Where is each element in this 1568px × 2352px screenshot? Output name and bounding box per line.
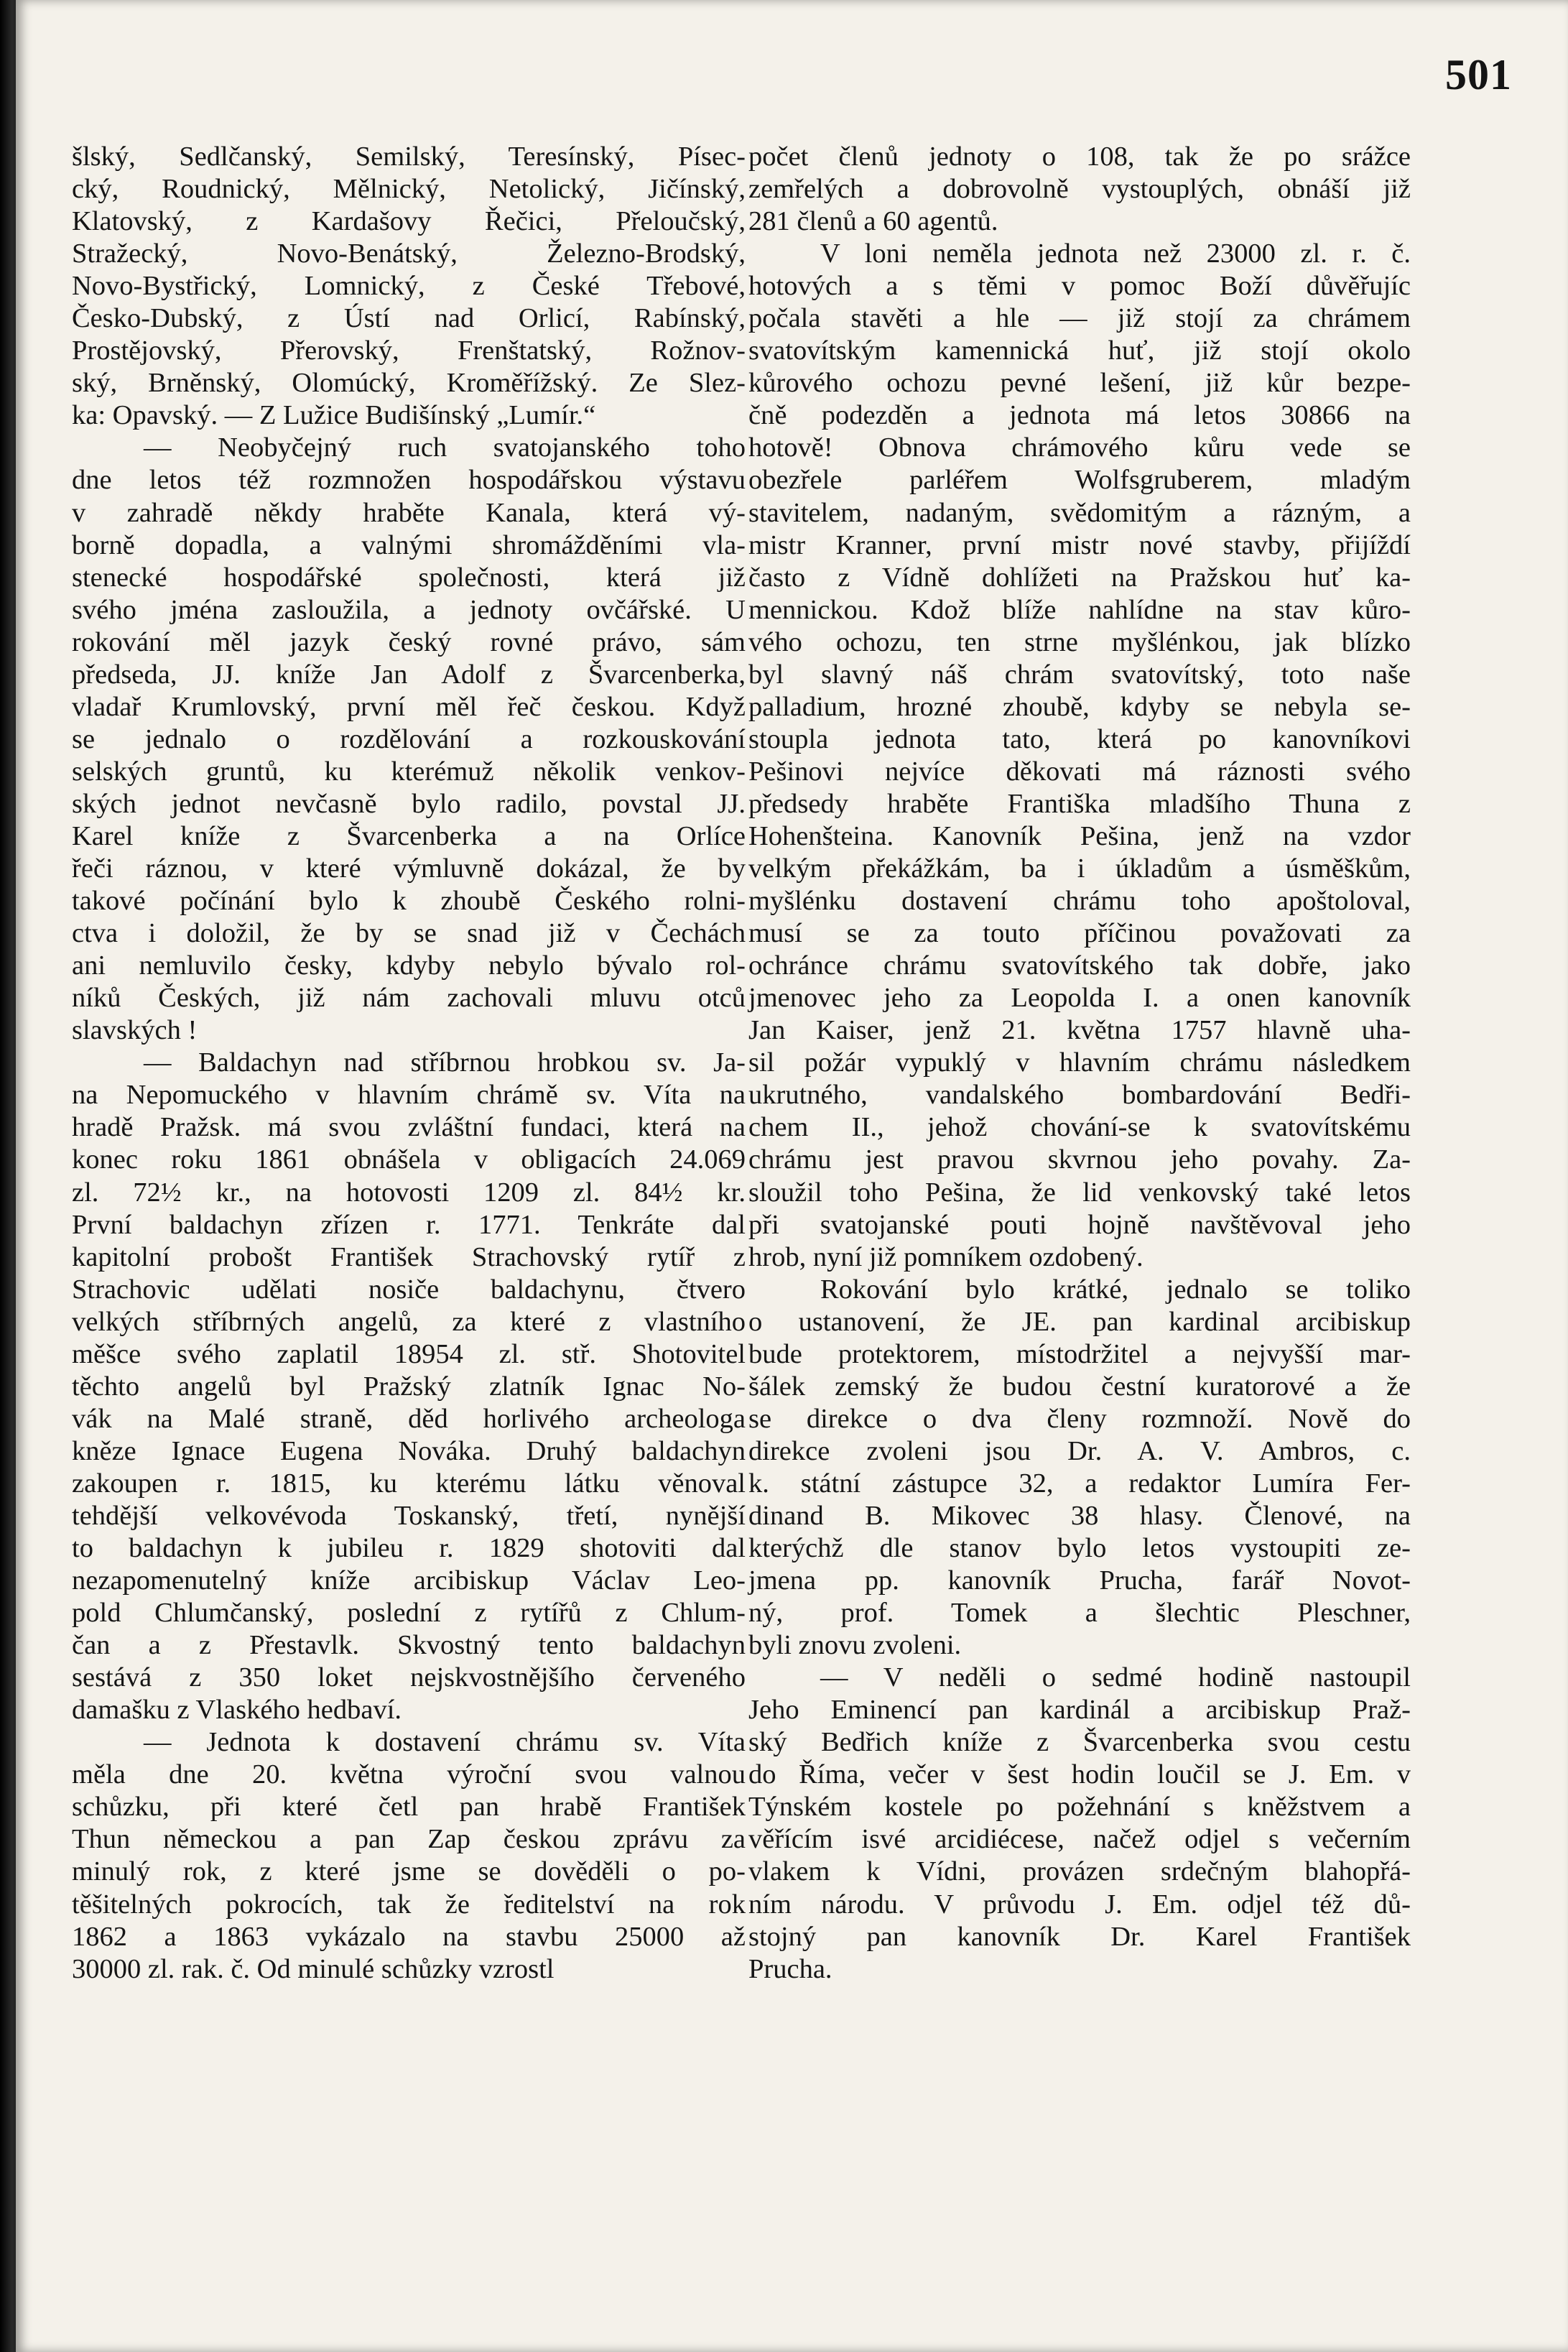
- text-line: Prucha.: [748, 1953, 832, 1984]
- text-line: zakoupen r. 1815, ku kterému látku věnoval: [72, 1468, 746, 1499]
- text-line: — Baldachyn nad stříbrnou hrobkou sv. Ja-: [144, 1047, 746, 1078]
- text-line: počala stavěti a hle — již stojí za chrámem: [748, 303, 1411, 334]
- text-line: Stražecký, Novo-Benátský, Železno-Brodský,: [72, 239, 746, 269]
- text-line: — V neděli o sedmé hodině nastoupil: [820, 1662, 1411, 1693]
- text-line: šlský, Sedlčanský, Semilský, Teresínský, Písec-: [72, 142, 746, 172]
- text-line: ský, Brněnský, Olomúcký, Kroměřížský. Ze Slez-: [72, 368, 746, 399]
- text-line: V loni neměla jednota než 23000 zl. r. č.: [820, 239, 1411, 269]
- text-line: sloužil toho Pešina, že lid venkovský také letos: [748, 1177, 1411, 1208]
- text-line: bude protektorem, místodržitel a nejvyšší mar-: [748, 1338, 1411, 1369]
- text-line: sestává z 350 loket nejskvostnějšího červeného: [72, 1662, 746, 1693]
- text-line: vého ochozu, ten strne myšlénkou, jak blízko: [748, 626, 1411, 657]
- text-line: 30000 zl. rak. č. Od minulé schůzky vzrostl: [72, 1953, 555, 1984]
- text-line: často z Vídně dohlížeti na Pražskou huť ka-: [748, 562, 1411, 593]
- text-line: níků Českých, již nám zachovali mluvu otců: [72, 983, 746, 1014]
- text-line: borně dopadla, a valnými shromážděními vla-: [72, 529, 746, 560]
- text-line: těchto angelů byl Pražský zlatník Ignac No-: [72, 1371, 746, 1402]
- text-line: Novo-Bystřický, Lomnický, z České Třebové,: [72, 271, 746, 302]
- text-line: rokování měl jazyk český rovné právo, sám: [72, 626, 746, 657]
- text-line: měla dne 20. května výroční svou valnou: [72, 1759, 746, 1790]
- text-line: ctva i doložil, že by se snad již v Čechách: [72, 918, 746, 949]
- text-line: Hohenšteina. Kanovník Pešina, jenž na vzdor: [748, 820, 1411, 851]
- text-line: selských gruntů, ku kterémuž několik venkov-: [72, 756, 746, 787]
- text-line: takové počínání bylo k zhoubě Českého rolni-: [72, 886, 746, 917]
- text-line: velkým překážkám, ba i úkladům a úsměškům,: [748, 853, 1411, 884]
- text-line: šálek zemský že budou čestní kuratorové a že: [748, 1371, 1411, 1402]
- text-line: stavitelem, nadaným, svědomitým a rázným, a: [748, 497, 1411, 528]
- text-line: sil požár vypuklý v hlavním chrámu následkem: [748, 1047, 1411, 1078]
- text-line: tehdější velkovévoda Toskanský, třetí, nynější: [72, 1500, 746, 1531]
- text-line: velkých stříbrných angelů, za které z vlastního: [72, 1306, 746, 1337]
- newspaper-page: [16, 0, 1568, 2352]
- text-line: — Jednota k dostavení chrámu sv. Víta: [144, 1727, 746, 1758]
- text-line: Rokování bylo krátké, jednalo se toliko: [820, 1274, 1411, 1305]
- text-line: palladium, hrozné zhoubě, kdyby se nebyla se-: [748, 691, 1411, 722]
- text-line: pold Chlumčanský, poslední z rytířů z Chlum-: [72, 1598, 746, 1629]
- right-column: [748, 141, 1411, 1986]
- text-line: zl. 72½ kr., na hotovosti 1209 zl. 84½ kr.: [72, 1177, 746, 1208]
- text-line: První baldachyn zřízen r. 1771. Tenkráte dal: [72, 1209, 746, 1240]
- text-line: — Neobyčejný ruch svatojanského toho: [144, 432, 746, 463]
- text-line: vák na Malé straně, děd horlivého archeologa: [72, 1403, 746, 1434]
- text-line: 281 členů a 60 agentů.: [748, 206, 998, 237]
- text-line: v zahradě někdy hraběte Kanala, která vý-: [72, 497, 746, 528]
- text-line: hotových a s těmi v pomoc Boží důvěřujíc: [748, 271, 1411, 302]
- text-line: 1862 a 1863 vykázalo na stavbu 25000 až: [72, 1921, 746, 1952]
- text-line: Karel kníže z Švarcenberka a na Orlíce: [72, 820, 746, 851]
- text-line: kůrového ochozu pevné lešení, již kůr bezpe-: [748, 368, 1411, 399]
- text-line: damašku z Vlaského hedbaví.: [72, 1695, 402, 1726]
- text-line: ním národu. V průvodu J. Em. odjel též dů-: [748, 1889, 1411, 1920]
- text-line: to baldachyn k jubileu r. 1829 shotoviti dal: [72, 1533, 746, 1564]
- text-line: vlakem k Vídni, provázen srdečným blahopřá-: [748, 1856, 1411, 1887]
- text-line: věřícím isvé arcidiécese, načež odjel s večerním: [748, 1824, 1411, 1855]
- left-column: [72, 141, 746, 1986]
- text-line: svého jména zasloužila, a jednoty ovčářské. U: [72, 594, 746, 625]
- text-line: byli znovu zvoleni.: [748, 1630, 962, 1661]
- text-line: Týnském kostele po požehnání s kněžstvem a: [748, 1792, 1411, 1823]
- text-line: ný, prof. Tomek a šlechtic Pleschner,: [748, 1598, 1411, 1629]
- text-line: hrob, nyní již pomníkem ozdobený.: [748, 1241, 1143, 1272]
- text-line: zemřelých a dobrovolně vystouplých, obnáší již: [748, 174, 1411, 205]
- text-line: direkce zvoleni jsou Dr. A. V. Ambros, c.: [748, 1435, 1411, 1466]
- text-line: vladař Krumlovský, první měl řeč českou. Když: [72, 691, 746, 722]
- text-line: svatovítským kamennická huť, již stojí okolo: [748, 335, 1411, 366]
- text-line: kněze Ignace Eugena Nováka. Druhý baldachyn: [72, 1435, 746, 1466]
- text-line: Pešinovi nejvíce děkovati má ráznosti svého: [748, 756, 1411, 787]
- text-line: do Říma, večer v šest hodin loučil se J. Em. v: [748, 1759, 1411, 1790]
- text-line: chrámu jest pravou skvrnou jeho povahy. Za-: [748, 1144, 1411, 1175]
- text-line: se direkce o dva členy rozmnoží. Nově do: [748, 1403, 1411, 1434]
- text-line: musí se za touto příčinou považovati za: [748, 918, 1411, 949]
- text-line: ukrutného, vandalského bombardování Bedři-: [748, 1080, 1411, 1111]
- text-line: kapitolní probošt František Strachovský rytíř z: [72, 1241, 746, 1272]
- text-line: ských jednot nevčasně bylo radilo, povstal JJ.: [72, 788, 746, 819]
- text-line: ochránce chrámu svatovítského tak dobře, jako: [748, 950, 1411, 981]
- text-line: Thun německou a pan Zap českou zprávu za: [72, 1824, 746, 1855]
- text-line: Strachovic udělati nosiče baldachynu, čtvero: [72, 1274, 746, 1305]
- text-line: při svatojanské pouti hojně navštěvoval jeho: [748, 1209, 1411, 1240]
- text-line: čan a z Přestavlk. Skvostný tento baldachyn: [72, 1630, 746, 1661]
- text-line: o ustanovení, že JE. pan kardinal arcibiskup: [748, 1306, 1411, 1337]
- text-line: cký, Roudnický, Mělnický, Netolický, Jičínský,: [72, 174, 746, 205]
- text-line: čně podezděn a jednota má letos 30866 na: [748, 400, 1411, 431]
- text-line: konec roku 1861 obnášela v obligacích 24.069: [72, 1144, 746, 1175]
- text-line: hotově! Obnova chrámového kůru vede se: [748, 432, 1411, 463]
- text-line: myšlénku dostavení chrámu toho apoštoloval,: [748, 886, 1411, 917]
- text-line: ka: Opavský. — Z Lužice Budišínský „Lumír.“: [72, 400, 596, 431]
- text-line: k. státní zástupce 32, a redaktor Lumíra Fer-: [748, 1468, 1411, 1499]
- text-line: předseda, JJ. kníže Jan Adolf z Švarcenberka,: [72, 659, 746, 690]
- text-line: počet členů jednoty o 108, tak že po srážce: [748, 142, 1411, 172]
- text-line: Jan Kaiser, jenž 21. května 1757 hlavně uha-: [748, 1015, 1411, 1046]
- text-line: jmenovec jeho za Leopolda I. a onen kanovník: [748, 983, 1411, 1014]
- text-line: stojný pan kanovník Dr. Karel František: [748, 1921, 1411, 1952]
- text-line: slavských !: [72, 1015, 198, 1046]
- text-line: řeči ráznou, v které výmluvně dokázal, že by: [72, 853, 746, 884]
- text-line: stoupla jednota tato, která po kanovníkovi: [748, 723, 1411, 754]
- text-line: schůzku, při které četl pan hrabě František: [72, 1792, 746, 1823]
- text-line: mistr Kranner, první mistr nové stavby, přijíždí: [748, 529, 1411, 560]
- text-line: minulý rok, z které jsme se dověděli o po-: [72, 1856, 746, 1887]
- text-line: se jednalo o rozdělování a rozkouskování: [72, 723, 746, 754]
- text-line: byl slavný náš chrám svatovítský, toto naše: [748, 659, 1411, 690]
- text-line: stenecké hospodářské společnosti, která již: [72, 562, 746, 593]
- text-line: hradě Pražsk. má svou zvláštní fundaci, která na: [72, 1112, 746, 1143]
- text-line: na Nepomuckého v hlavním chrámě sv. Víta na: [72, 1080, 746, 1111]
- text-line: kterýchž dle stanov bylo letos vystoupiti ze-: [748, 1533, 1411, 1564]
- text-line: nezapomenutelný kníže arcibiskup Václav Leo-: [72, 1565, 746, 1596]
- text-line: Prostějovský, Přerovský, Frenštatský, Rožnov-: [72, 335, 746, 366]
- text-line: obezřele parléřem Wolfsgruberem, mladým: [748, 465, 1411, 496]
- text-line: těšitelných pokrocích, tak že ředitelství na rok: [72, 1889, 746, 1920]
- page-number: 501: [1445, 51, 1512, 98]
- text-line: dinand B. Mikovec 38 hlasy. Členové, na: [748, 1500, 1411, 1531]
- text-line: mennickou. Kdož blíže nahlídne na stav kůro-: [748, 594, 1411, 625]
- text-line: měšce svého zaplatil 18954 zl. stř. Shotovitel: [72, 1338, 746, 1369]
- text-line: chem II., jehož chování-se k svatovítskému: [748, 1112, 1411, 1143]
- text-line: jmena pp. kanovník Prucha, farář Novot-: [748, 1565, 1411, 1596]
- text-line: předsedy hraběte Františka mladšího Thuna z: [748, 788, 1411, 819]
- text-line: ský Bedřich kníže z Švarcenberka svou cestu: [748, 1727, 1411, 1758]
- text-line: Klatovský, z Kardašovy Řečici, Přeloučský,: [72, 206, 746, 237]
- text-line: dne letos též rozmnožen hospodářskou výstavu: [72, 465, 746, 496]
- text-line: ani nemluvilo česky, kdyby nebylo bývalo rol-: [72, 950, 746, 981]
- text-line: Jeho Eminencí pan kardinál a arcibiskup Praž-: [748, 1695, 1411, 1726]
- text-line: Česko-Dubský, z Ústí nad Orlicí, Rabínský,: [72, 303, 746, 334]
